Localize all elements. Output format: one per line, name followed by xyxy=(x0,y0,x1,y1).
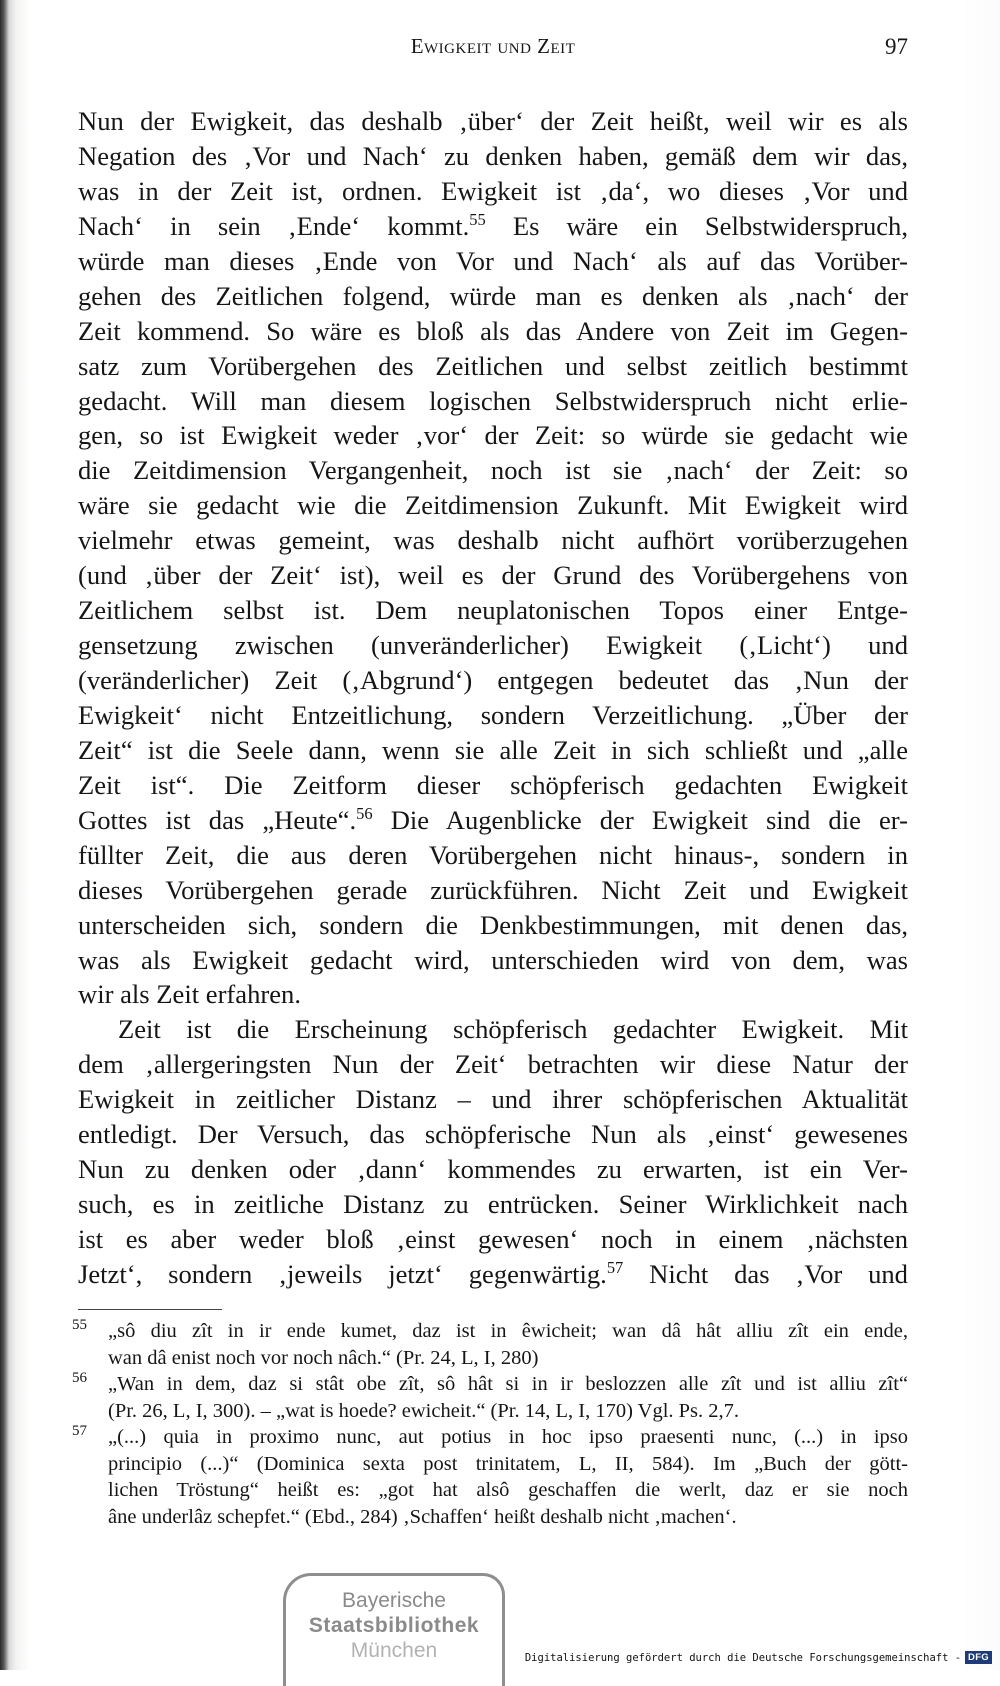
footnote-text: (Pr. 26, L, I, 300). – „wat is hoede? ewicheit.“ (Pr. 14, L, I, 170) Vgl. Ps. 2,7. xyxy=(108,1399,740,1422)
stamp-line-3: München xyxy=(350,1639,438,1662)
text-line: Zeit“ ist die Seele dann, wenn sie alle Zeit in sich schließt und „alle xyxy=(78,734,908,765)
footnote-text: „Wan in dem, daz si stât obe zît, sô hât si in ir beslozzen alle zît und ist alliu zît“ xyxy=(108,1373,908,1395)
text-line: Nun der Ewigkeit, das deshalb ‚über‘ der Zeit heißt, weil wir es als xyxy=(78,106,908,136)
text-line: gehen des Zeitlichen folgend, würde man es denken als ‚nach‘ der xyxy=(78,280,908,311)
text-line: Ewigkeit‘ nicht Entzeitlichung, sondern Verzeitlichung. „Über der xyxy=(78,699,908,730)
text-line: dieses Vorübergehen gerade zurückführen. Nicht Zeit und Ewigkeit xyxy=(78,874,908,905)
dfg-logo: DFG xyxy=(965,1651,992,1664)
text-line xyxy=(78,209,908,244)
text-line: gedacht. Will man diesem logischen Selbstwiderspruch nicht erlie- xyxy=(78,385,908,416)
text-line: Zeitlichem selbst ist. Dem neuplatonischen Topos einer Entge- xyxy=(78,595,908,626)
footnote-text: wan dâ enist noch vor noch nâch.“ (Pr. 24, L, I, 280) xyxy=(108,1346,539,1369)
page-header xyxy=(78,34,908,66)
footnote-divider xyxy=(78,1309,222,1310)
footnote xyxy=(72,1423,908,1530)
footnote-text: principio (...)“ (Dominica sexta post trinitatem, L, II, 584). Im „Buch der gött- xyxy=(108,1452,908,1475)
footnote-reference[interactable]: 56 xyxy=(356,803,373,823)
credit-text: Digitalisierung gefördert durch die Deutsche Forschungsgemeinschaft - xyxy=(524,1651,962,1664)
text-line: dem ‚allergeringsten Nun der Zeit‘ betrachten wir diese Natur der xyxy=(78,1049,908,1080)
text-line: was in der Zeit ist, ordnen. Ewigkeit ist ‚da‘, wo dieses ‚Vor und xyxy=(78,175,908,206)
text-line: Negation des ‚Vor und Nach‘ zu denken haben, gemäß dem wir das, xyxy=(78,140,908,171)
stamp-line-1: Bayerische xyxy=(342,1589,446,1612)
footnote-marker: 57 xyxy=(72,1423,87,1439)
text-line: (veränderlicher) Zeit (‚Abgrund‘) entgegen bedeutet das ‚Nun der xyxy=(78,665,908,695)
text-line: vielmehr etwas gemeint, was deshalb nicht aufhört vorüberzugehen xyxy=(78,525,908,556)
text-line: entledigt. Der Versuch, das schöpferische Nun als ‚einst‘ gewesenes xyxy=(78,1119,908,1150)
library-stamp xyxy=(283,1573,505,1686)
footnote xyxy=(72,1317,908,1371)
text-line: würde man dieses ‚Ende von Vor und Nach‘ als auf das Vorüber- xyxy=(78,245,908,276)
text-segment: Die Augenblicke der Ewigkeit sind die er- xyxy=(372,804,908,835)
footnote-text: lichen Tröstung“ heißt es: „got hat alsô geschaffen die werlt, daz er sie noch xyxy=(108,1479,908,1501)
text-segment: Gottes ist das „Heute“. xyxy=(78,804,357,835)
footnote-text: âne underlâz schepfet.“ (Ebd., 284) ‚Schaffen‘ heißt deshalb nicht ‚machen‘. xyxy=(108,1505,737,1528)
footnote-marker: 56 xyxy=(72,1370,87,1386)
footnote-line xyxy=(78,1504,908,1531)
digitization-credit xyxy=(525,1651,992,1664)
body-text xyxy=(78,104,908,1292)
page-number: 97 xyxy=(885,34,908,59)
footnote-line xyxy=(72,1423,908,1451)
footnotes xyxy=(72,1317,908,1530)
footnote-line xyxy=(72,1317,908,1345)
text-line: Ewigkeit in zeitlicher Distanz – und ihrer schöpferischen Aktualität xyxy=(78,1084,908,1115)
text-line: gensetzung zwischen (unveränderlicher) Ewigkeit (‚Licht‘) und xyxy=(78,630,908,661)
text-line: wäre sie gedacht wie die Zeitdimension Zukunft. Mit Ewigkeit wird xyxy=(78,490,908,521)
footnote-line xyxy=(78,1345,908,1372)
text-line: wir als Zeit erfahren. xyxy=(78,979,301,1010)
text-line: was als Ewigkeit gedacht wird, unterschieden wird von dem, was xyxy=(78,944,908,975)
text-line: ist es aber weder bloß ‚einst gewesen‘ noch in einem ‚nächsten xyxy=(78,1224,908,1254)
text-line: Zeit kommend. So wäre es bloß als das Andere von Zeit im Gegen- xyxy=(78,315,908,346)
text-line xyxy=(78,803,908,838)
footnote-marker: 55 xyxy=(72,1317,87,1333)
text-line: such, es in zeitliche Distanz zu entrücken. Seiner Wirklichkeit nach xyxy=(78,1189,908,1220)
footnote-text: „sô diu zît in ir ende kumet, daz ist in êwicheit; wan dâ hât alliu zît ein ende, xyxy=(108,1320,908,1342)
text-line: (und ‚über der Zeit‘ ist), weil es der Grund des Vorübergehens von xyxy=(78,560,908,591)
text-line: unterscheiden sich, sondern die Denkbestimmungen, mit denen das, xyxy=(78,909,908,940)
text-line xyxy=(78,1257,908,1292)
text-segment: Nach‘ in sein ‚Ende‘ kommt. xyxy=(78,210,470,241)
text-line: die Zeitdimension Vergangenheit, noch ist sie ‚nach‘ der Zeit: so xyxy=(78,455,908,486)
stamp-line-2: Staatsbibliothek xyxy=(308,1614,480,1637)
text-segment: Jetzt‘, sondern ‚jeweils jetzt‘ gegenwärtig. xyxy=(78,1258,607,1289)
text-line: satz zum Vorübergehen des Zeitlichen und selbst zeitlich bestimmt xyxy=(78,350,908,381)
footnote-text: „(...) quia in proximo nunc, aut potius in hoc ipso praesenti nunc, (...) in ipso xyxy=(108,1426,908,1448)
text-line: Zeit ist die Erscheinung schöpferisch gedachter Ewigkeit. Mit xyxy=(118,1014,908,1045)
text-line: gen, so ist Ewigkeit weder ‚vor‘ der Zeit: so würde sie gedacht wie xyxy=(78,420,908,451)
footnote-line xyxy=(78,1451,908,1478)
footnote-reference[interactable]: 55 xyxy=(469,209,486,229)
text-segment: Es wäre ein Selbstwiderspruch, xyxy=(485,210,908,241)
footnote-line xyxy=(78,1398,908,1425)
text-line: füllter Zeit, die aus deren Vorübergehen nicht hinaus-, sondern in xyxy=(78,839,908,870)
text-segment: Nicht das ‚Vor und xyxy=(623,1258,908,1289)
footnote-line xyxy=(78,1477,908,1504)
footnote xyxy=(72,1370,908,1424)
text-line: Nun zu denken oder ‚dann‘ kommendes zu erwarten, ist ein Ver- xyxy=(78,1154,908,1185)
footnote-line xyxy=(72,1370,908,1398)
running-head: Ewigkeit und Zeit xyxy=(410,34,576,58)
footnote-reference[interactable]: 57 xyxy=(606,1257,624,1277)
text-line: Zeit ist“. Die Zeitform dieser schöpferisch gedachten Ewigkeit xyxy=(78,769,908,800)
